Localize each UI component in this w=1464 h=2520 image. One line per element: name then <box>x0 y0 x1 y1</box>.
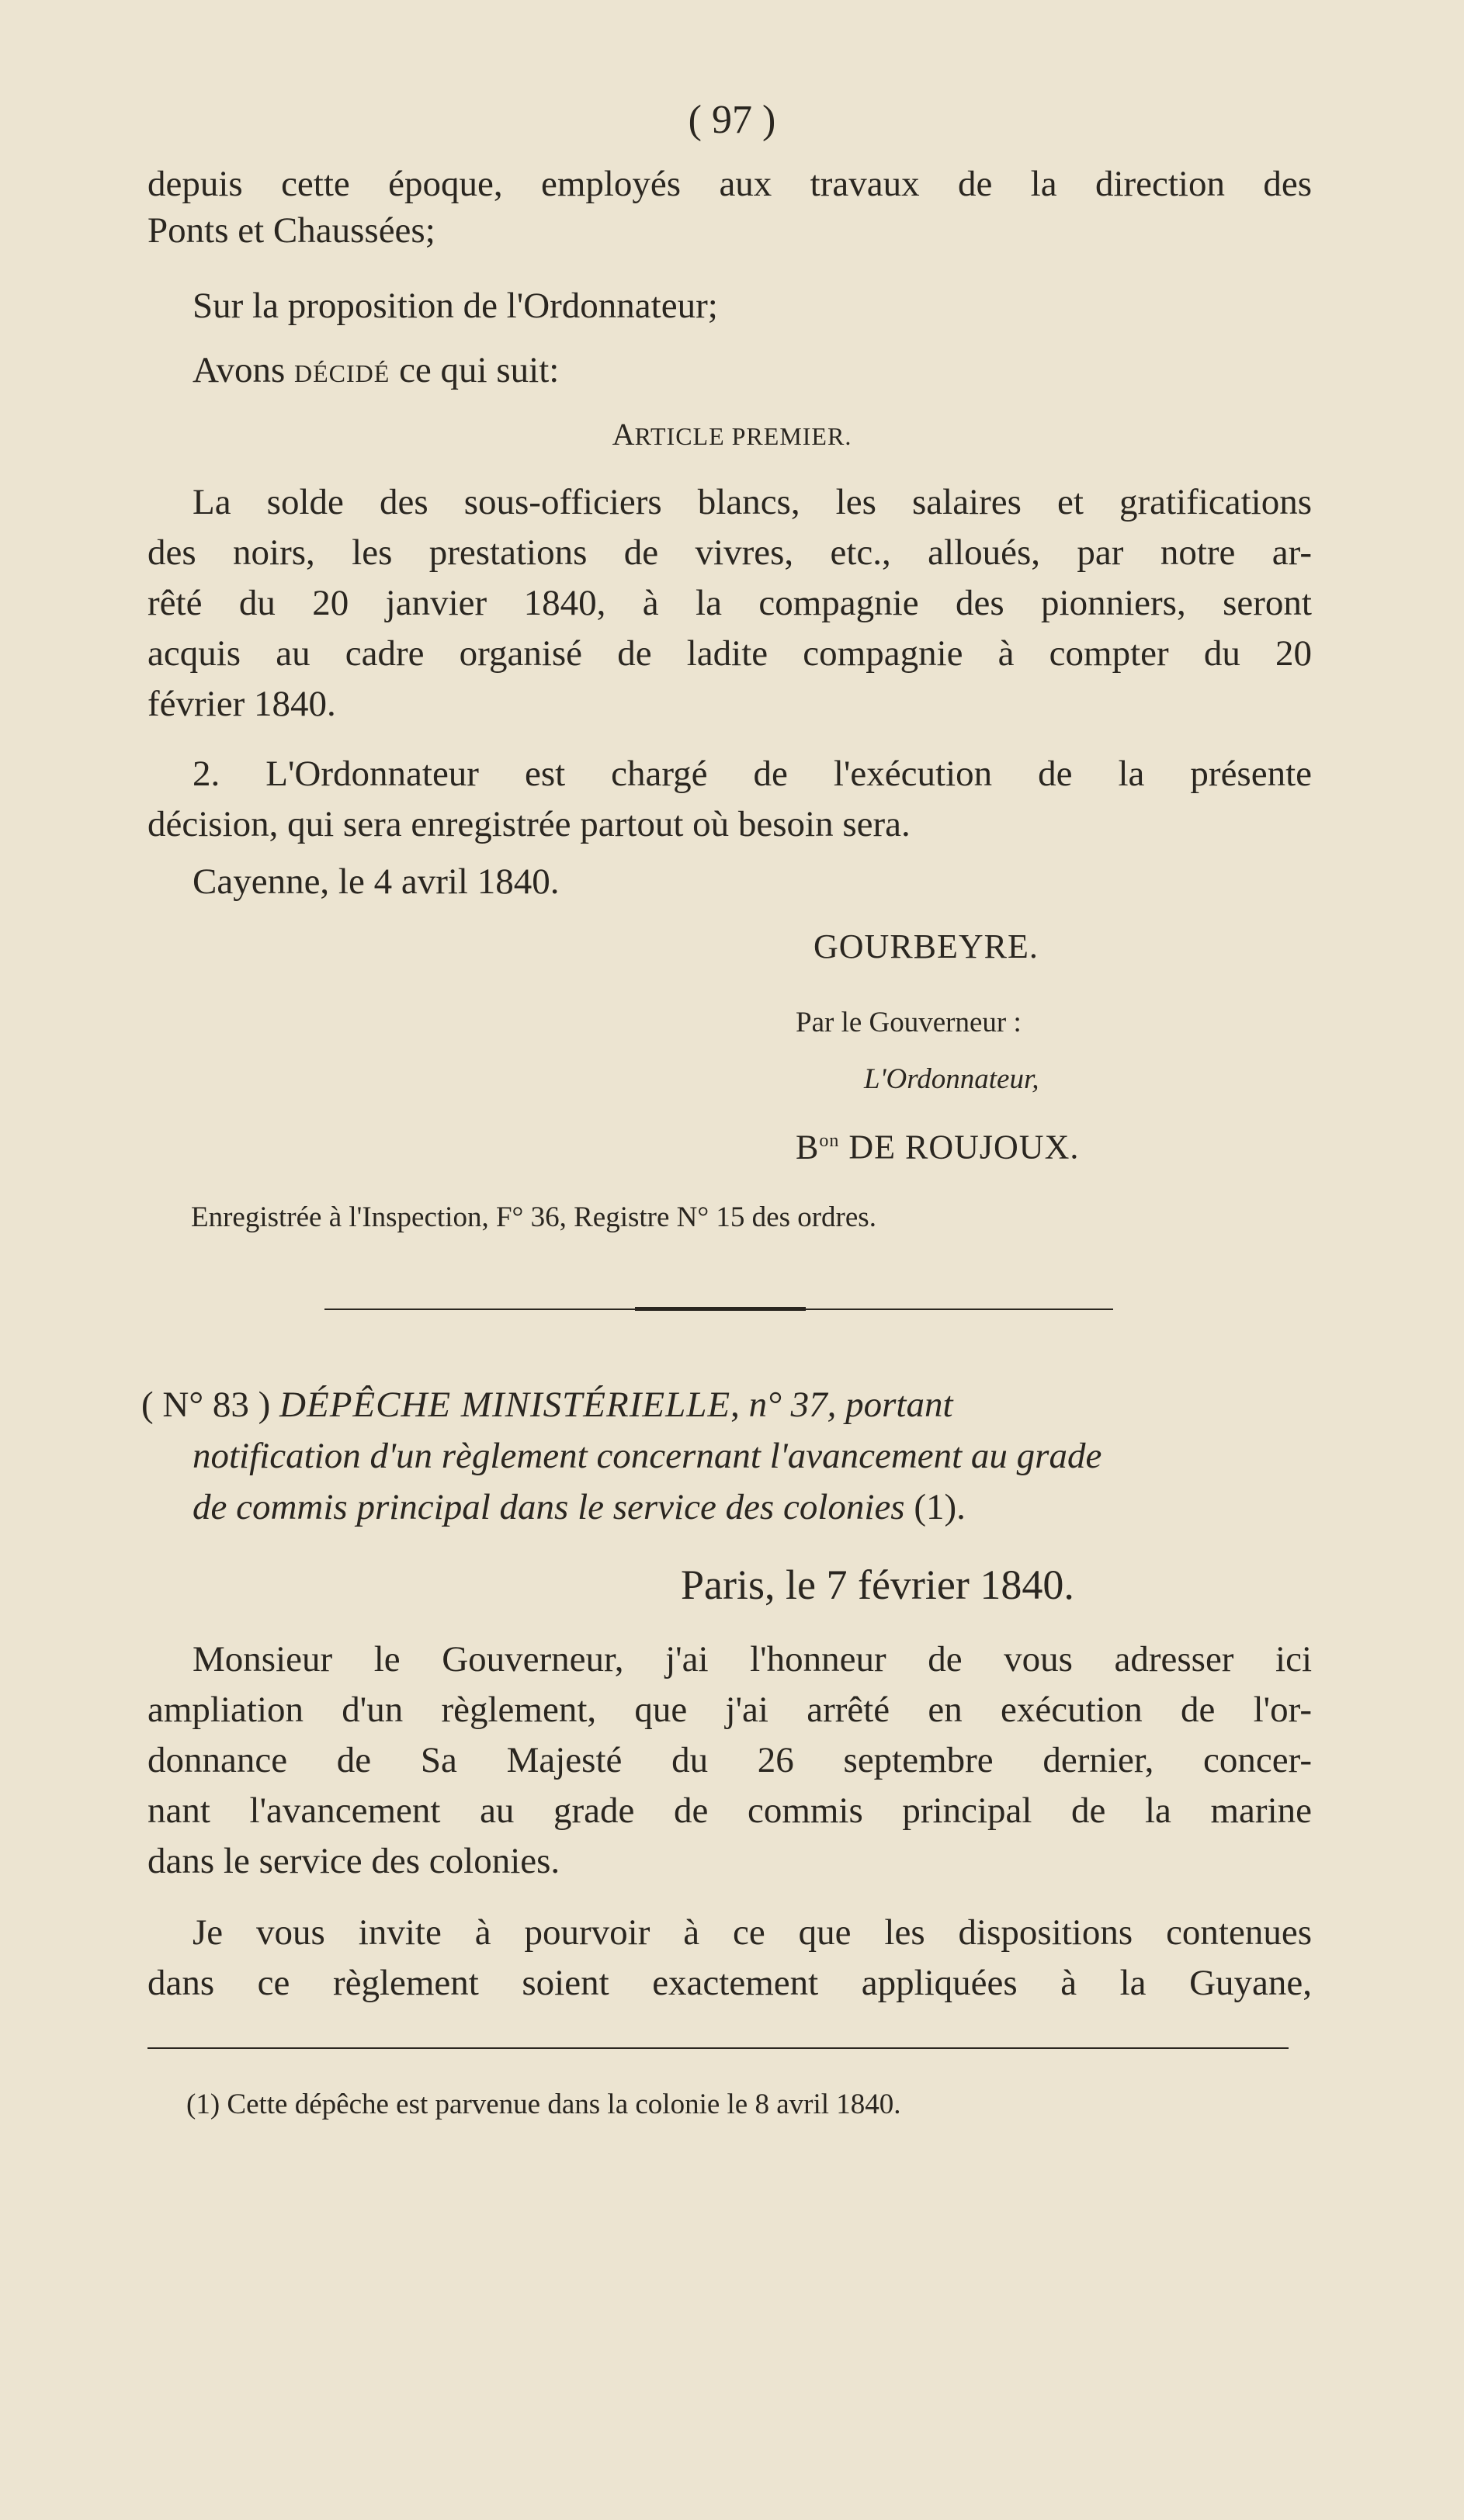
dispatch-title-rest: portant <box>845 1385 953 1425</box>
signature-governor: GOURBEYRE. <box>814 927 1039 965</box>
para1-line-4: nant l'avancement au grade de commis principal de la marine <box>147 1790 1312 1831</box>
intro-line-1: depuis cette époque, employés aux travaux de la direction des <box>147 164 1312 204</box>
article-heading-initial: A <box>612 417 635 452</box>
page-number: ( 97 ) <box>688 98 776 142</box>
dispatch-subtitle-line-2 <box>193 1484 966 1530</box>
article1-line-4: acquis au cadre organisé de ladite compagnie à compter du 20 <box>147 633 1312 674</box>
registration-note: Enregistrée à l'Inspection, F° 36, Registre N° 15 des ordres. <box>191 1201 876 1233</box>
proposition-line: Sur la proposition de l'Ordonnateur; <box>193 286 718 326</box>
footnote-rule <box>147 2047 1289 2049</box>
para2-line-1: Je vous invite à pourvoir à ce que les dispositions contenues <box>193 1912 1312 1953</box>
article-heading <box>0 411 1464 459</box>
para1-line-3: donnance de Sa Majesté du 26 septembre dernier, concer- <box>147 1740 1312 1780</box>
dispatch-number: ( N° 83 ) <box>141 1385 271 1425</box>
dispatch-subtitle-line-1: notification d'un règlement concernant l'avancement au grade <box>193 1436 1102 1476</box>
footnote-reference: (1). <box>914 1487 966 1527</box>
section-divider-thick <box>635 1307 806 1311</box>
article2-line-1: 2. L'Ordonnateur est chargé de l'exécution de la présente <box>193 754 1312 794</box>
decide-suffix: ce qui suit: <box>390 350 560 390</box>
dispatch-title-sep: , <box>730 1385 740 1425</box>
decide-caps: DÉCIDÉ <box>294 359 390 387</box>
baron-abbrev: B <box>796 1128 820 1166</box>
baron-sup: on <box>819 1131 840 1151</box>
intro-line-2: Ponts et Chaussées; <box>147 210 435 251</box>
article1-line-1: La solde des sous-officiers blancs, les salaires et gratifications <box>193 482 1312 522</box>
para1-line-2: ampliation d'un règlement, que j'ai arrêté en exécution de l'or- <box>147 1690 1312 1730</box>
signature-ordonnateur <box>796 1118 1079 1171</box>
para1-line-1: Monsieur le Gouverneur, j'ai l'honneur de vous adresser ici <box>193 1639 1312 1679</box>
ordonnateur-title: L'Ordonnateur, <box>864 1063 1039 1095</box>
decide-line <box>193 347 559 397</box>
article2-line-2: décision, qui sera enregistrée partout où besoin sera. <box>147 804 911 844</box>
by-governor-line: Par le Gouverneur : <box>796 1007 1022 1038</box>
baron-name: DE ROUJOUX. <box>839 1128 1080 1166</box>
dispatch-no: n° 37, <box>748 1385 837 1425</box>
article1-line-5: février 1840. <box>147 684 336 724</box>
para2-line-2: dans ce règlement soient exactement appliquées à la Guyane, <box>147 1963 1312 2003</box>
article-heading-rest: RTICLE PREMIER. <box>634 422 852 450</box>
decide-prefix: Avons <box>193 350 294 390</box>
place-date: Cayenne, le 4 avril 1840. <box>193 861 560 902</box>
para1-line-5: dans le service des colonies. <box>147 1841 560 1881</box>
dispatch-title-line <box>141 1381 953 1428</box>
dispatch-subtitle-text: de commis principal dans le service des colonies <box>193 1487 905 1527</box>
article1-line-2: des noirs, les prestations de vivres, etc., alloués, par notre ar- <box>147 532 1312 573</box>
footnote-text: (1) Cette dépêche est parvenue dans la colonie le 8 avril 1840. <box>186 2088 901 2120</box>
article1-line-3: rêté du 20 janvier 1840, à la compagnie des pionniers, seront <box>147 583 1312 623</box>
dispatch-date: Paris, le 7 février 1840. <box>681 1562 1074 1608</box>
dispatch-title: DÉPÊCHE MINISTÉRIELLE <box>279 1385 731 1425</box>
